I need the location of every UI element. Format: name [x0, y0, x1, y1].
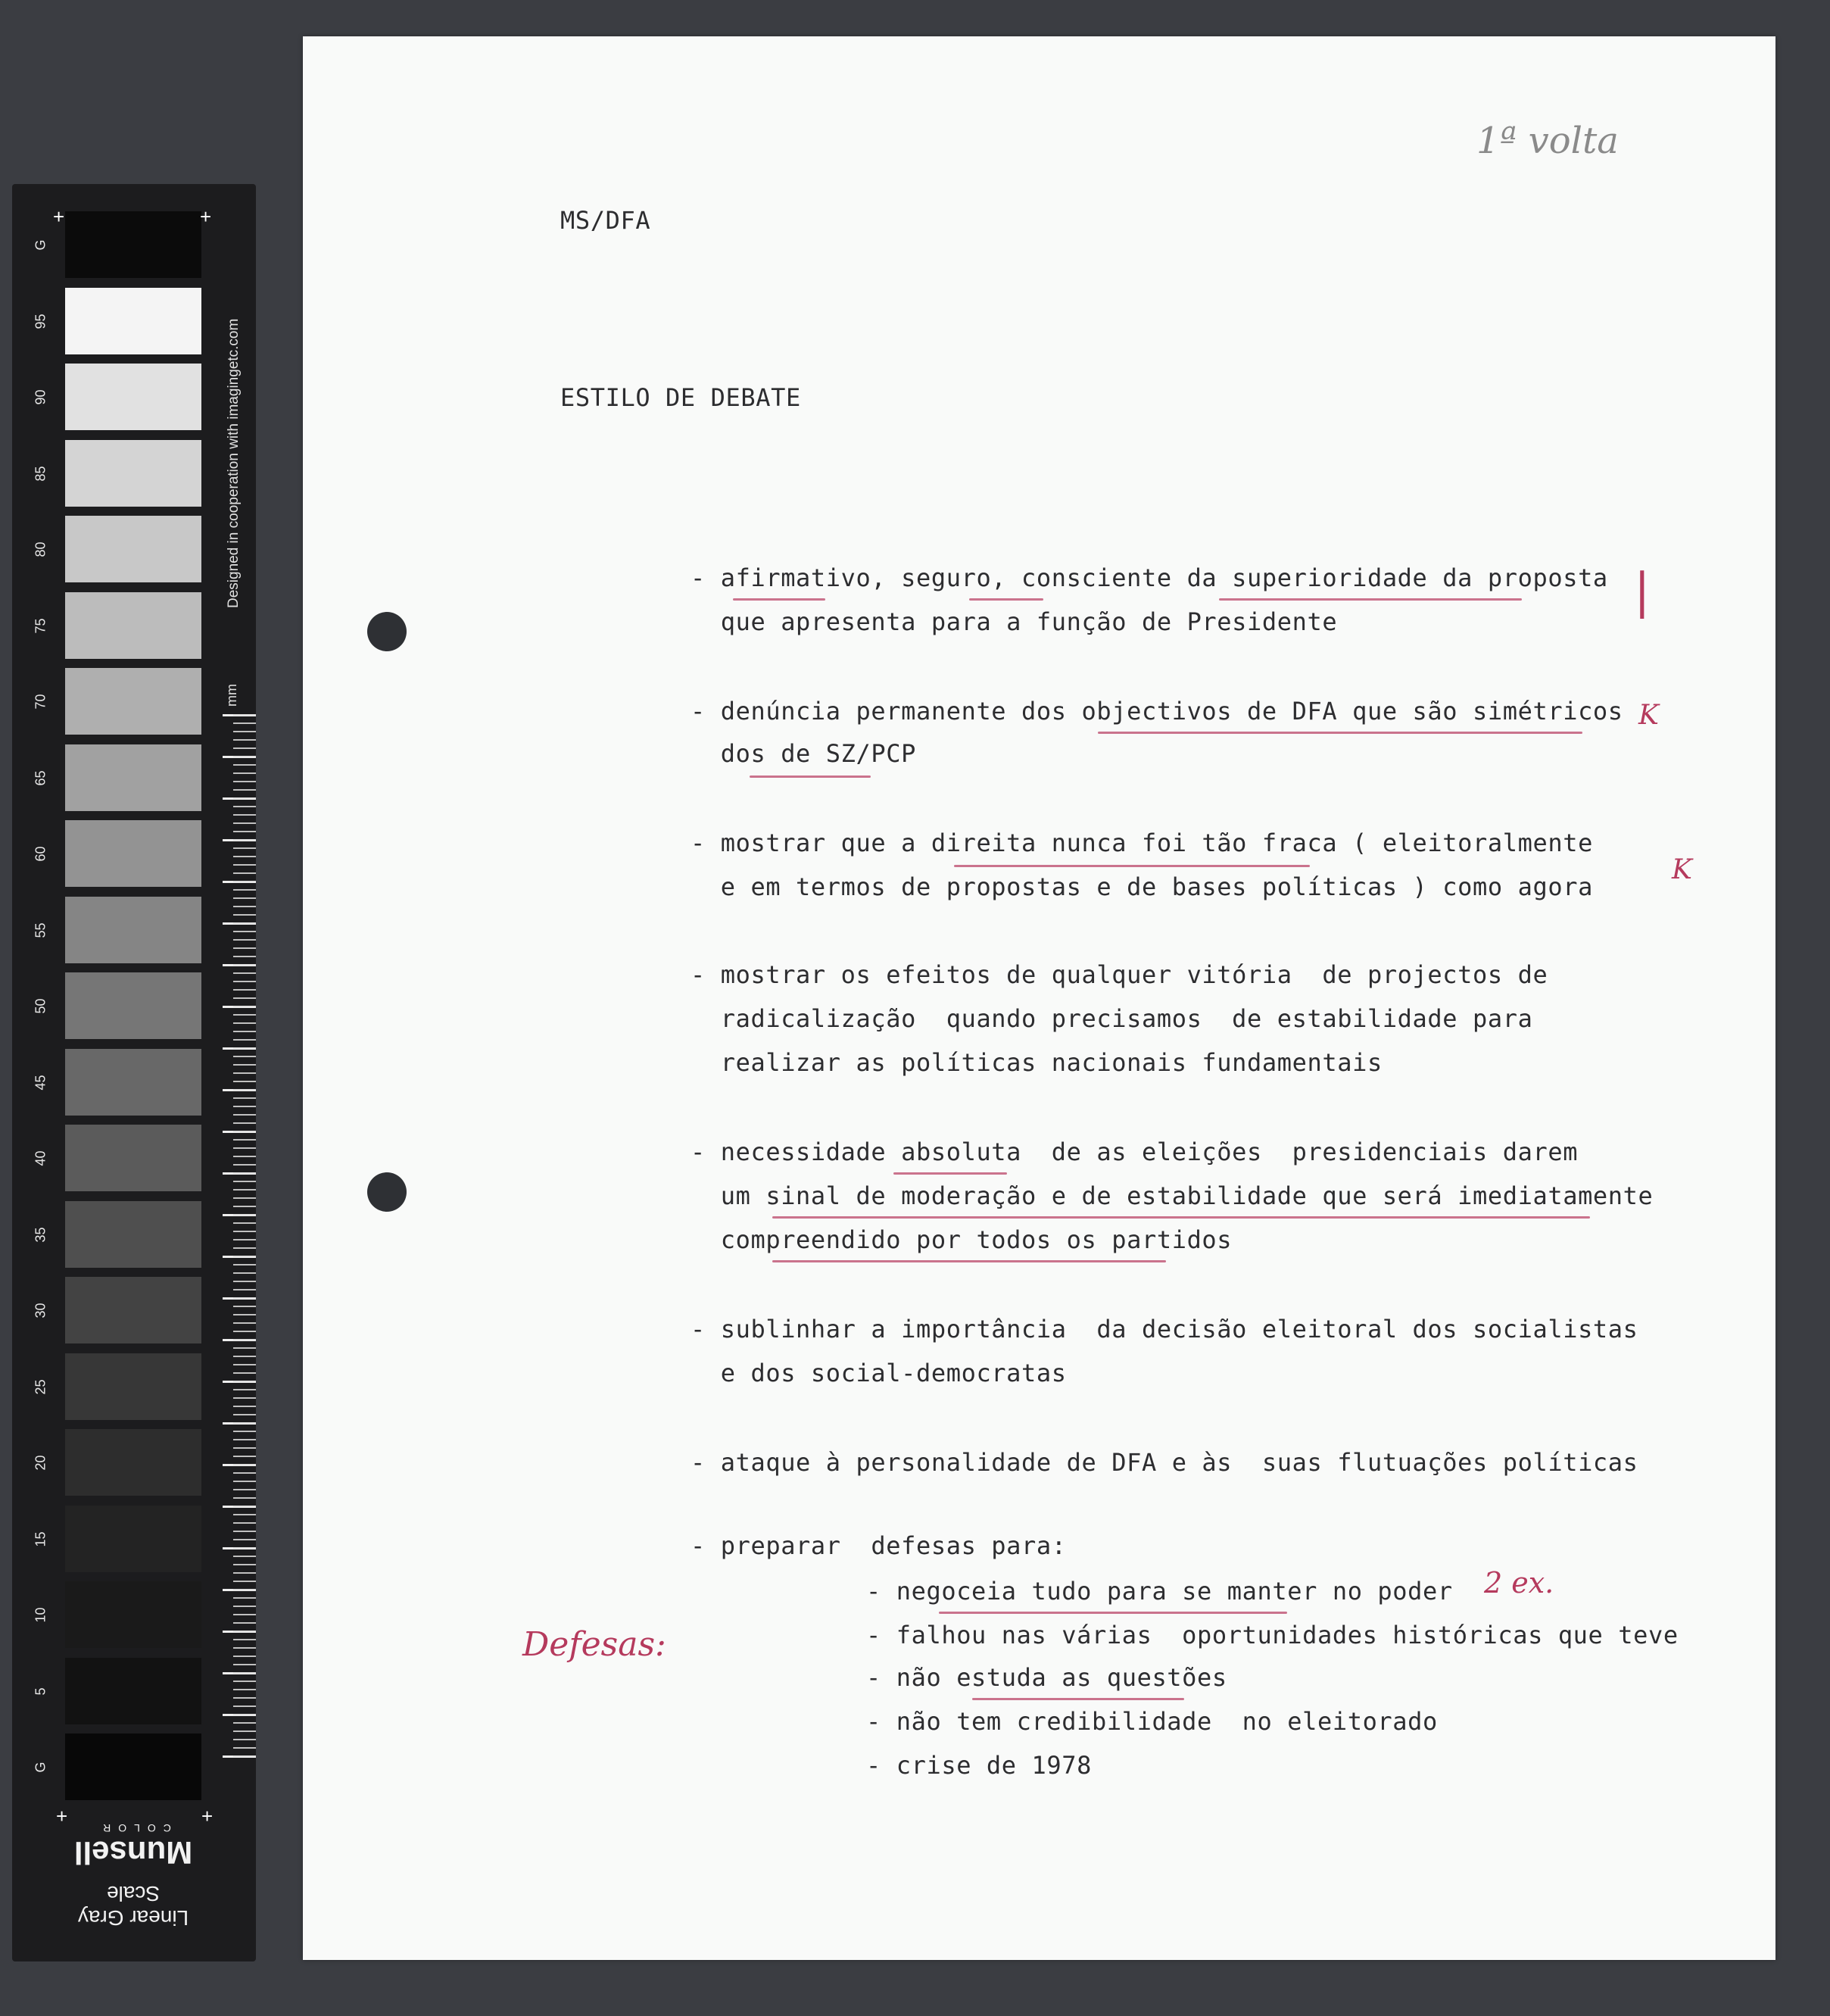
scale-label: 35: [33, 1226, 48, 1243]
scale-label: 75: [33, 617, 48, 634]
munsell-brand: [50, 1822, 217, 1930]
document-page: [303, 36, 1775, 1960]
gray-patch: [65, 1581, 201, 1648]
list-item: - necessidade absoluta de as eleições presidenciais darem: [691, 1138, 1579, 1166]
sub-list-item: - não tem credibilidade no eleitorado: [866, 1707, 1438, 1736]
sub-list-item: - negoceia tudo para se manter no poder: [866, 1577, 1453, 1606]
list-item: - mostrar que a direita nunca foi tão fraca ( eleitoralmente: [691, 829, 1593, 857]
underline-mark: [772, 1260, 1166, 1262]
gray-patch: [65, 592, 201, 659]
gray-patch: [65, 211, 201, 278]
gray-patch: [65, 744, 201, 811]
check-mark: K: [1638, 700, 1659, 731]
gray-patch: [65, 1277, 201, 1343]
registration-mark: +: [56, 1805, 68, 1827]
scale-label: 30: [33, 1303, 48, 1319]
sub-list-item: - falhou nas várias oportunidades históricas que teve: [866, 1621, 1679, 1649]
underline-mark: [1219, 598, 1522, 601]
list-item: um sinal de moderação e de estabilidade que será imediatamente: [691, 1181, 1654, 1210]
scale-label: 50: [33, 998, 48, 1014]
brand-name: Munsell: [73, 1835, 193, 1871]
gray-patch: [65, 364, 201, 430]
list-item: e dos social-democratas: [691, 1359, 1067, 1387]
underline-mark: [1098, 732, 1582, 734]
doc-title: ESTILO DE DEBATE: [560, 383, 801, 412]
list-item: - mostrar os efeitos de qualquer vitória de projectos de: [691, 960, 1548, 989]
doc-header: MS/DFA: [560, 206, 651, 235]
gray-patch: [65, 820, 201, 887]
ruler-minor-ticks: [233, 714, 256, 1759]
cooperation-text: Designed in cooperation with imagingetc.com: [226, 318, 242, 608]
gray-patch: [65, 516, 201, 582]
copies-note: 2 ex.: [1484, 1566, 1554, 1599]
list-item: - ataque à personalidade de DFA e às suas flutuações políticas: [691, 1448, 1638, 1477]
scale-label: 40: [33, 1150, 48, 1166]
underline-mark: [972, 1698, 1184, 1700]
scale-label: 25: [33, 1378, 48, 1395]
list-item: que apresenta para a função de Presidente: [691, 607, 1338, 636]
list-item: - denúncia permanente dos objectivos de DFA que são simétricos: [691, 697, 1623, 726]
scale-label: G: [33, 239, 48, 251]
gray-scale-card: [12, 184, 256, 1961]
gray-patch: [65, 440, 201, 507]
registration-mark: +: [201, 1805, 214, 1827]
pencil-note: 1ª volta: [1476, 120, 1619, 162]
scale-label: 55: [33, 922, 48, 938]
gray-patch: [65, 1734, 201, 1800]
scale-label: 95: [33, 313, 48, 329]
sub-list-item: - não estuda as questões: [866, 1663, 1227, 1692]
check-mark: K: [1672, 854, 1692, 885]
scale-label: 60: [33, 846, 48, 862]
gray-patch: [65, 1353, 201, 1420]
list-item: - preparar defesas para:: [691, 1531, 1067, 1560]
scale-label: 15: [33, 1531, 48, 1547]
gray-patch: [65, 1429, 201, 1496]
punch-hole: [367, 1172, 407, 1212]
scale-label: 20: [33, 1455, 48, 1471]
list-item: e em termos de propostas e de bases políticas ) como agora: [691, 872, 1593, 901]
underline-mark: [750, 776, 871, 778]
defesas-note: Defesas:: [522, 1625, 666, 1664]
underline-mark: [893, 1172, 1007, 1175]
gray-patch: [65, 972, 201, 1039]
gray-patch: [65, 1125, 201, 1191]
gray-patch: [65, 1049, 201, 1116]
sub-list-item: - crise de 1978: [866, 1751, 1092, 1780]
unit-label: mm: [224, 684, 239, 707]
product-name: Linear Gray Scale: [77, 1882, 189, 1930]
underline-mark: [772, 1216, 1590, 1219]
scale-label: 65: [33, 769, 48, 786]
registration-mark: +: [53, 205, 65, 228]
scale-label: 45: [33, 1074, 48, 1091]
list-item: radicalização quando precisamos de estabilidade para: [691, 1004, 1533, 1033]
gray-patch: [65, 668, 201, 735]
underline-mark: [969, 598, 1043, 601]
scale-label: 90: [33, 389, 48, 405]
scale-label: 5: [33, 1687, 48, 1696]
scale-label: 10: [33, 1607, 48, 1623]
list-item: compreendido por todos os partidos: [691, 1225, 1233, 1254]
gray-patch: [65, 1658, 201, 1724]
list-item: dos de SZ/PCP: [691, 739, 916, 768]
margin-bar-mark: |: [1634, 563, 1651, 619]
underline-mark: [939, 1612, 1287, 1614]
brand-sub: COLOR: [95, 1822, 171, 1834]
list-item: - sublinhar a importância da decisão eleitoral dos socialistas: [691, 1315, 1638, 1343]
underline-mark: [954, 865, 1310, 867]
scale-label: 70: [33, 694, 48, 710]
gray-patch: [65, 288, 201, 354]
scale-label: G: [33, 1762, 48, 1773]
registration-mark: +: [200, 205, 212, 228]
list-item: realizar as políticas nacionais fundamentais: [691, 1048, 1383, 1077]
gray-patch: [65, 1506, 201, 1572]
gray-patch: [65, 897, 201, 963]
underline-mark: [733, 598, 825, 601]
punch-hole: [367, 612, 407, 651]
scale-label: 85: [33, 465, 48, 482]
gray-patch: [65, 1201, 201, 1268]
list-item: - afirmativo, seguro, consciente da superioridade da proposta: [691, 563, 1608, 592]
scale-label: 80: [33, 541, 48, 557]
